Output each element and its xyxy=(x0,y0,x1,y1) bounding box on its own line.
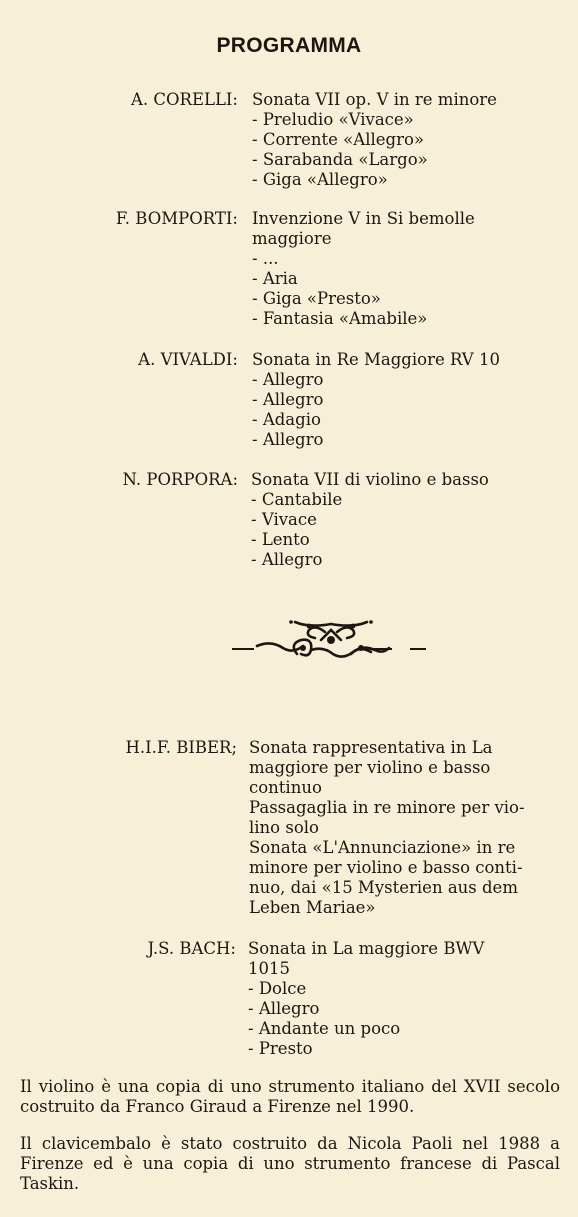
work-line: nuo, dai «15 Mysterien aus dem xyxy=(249,878,518,897)
work-list xyxy=(249,738,525,918)
work-line: - Lento xyxy=(251,530,310,549)
composer-name: N. PORPORA: xyxy=(122,470,238,489)
work-line: - Andante un poco xyxy=(248,1019,401,1038)
page-title: PROGRAMMA xyxy=(216,34,362,57)
work-line: - Cantabile xyxy=(251,490,343,509)
work-line: continuo xyxy=(249,778,322,797)
work-line: - Allegro xyxy=(252,430,324,449)
work-line: maggiore per violino e basso xyxy=(249,758,491,777)
work-line: - Allegro xyxy=(248,999,320,1018)
instrument-note-harpsichord: Il clavicembalo è stato costruito da Nicola Paoli nel 1988 a Firenze ed è una copia di uno strumento francese di Pascal Taskin. xyxy=(20,1134,560,1193)
work-line: - Preludio «Vivace» xyxy=(252,110,414,129)
work-line: Passagaglia in re minore per vio- xyxy=(249,798,525,817)
work-line: Sonata rappresentativa in La xyxy=(249,738,493,757)
work-line: - Allegro xyxy=(251,550,323,569)
work-line: lino solo xyxy=(249,818,319,837)
work-list xyxy=(252,90,497,190)
work-line: Sonata in Re Maggiore RV 10 xyxy=(252,350,500,369)
composer-name: H.I.F. BIBER; xyxy=(125,738,237,757)
work-line: - Giga «Allegro» xyxy=(252,170,388,189)
floral-flourish-icon xyxy=(225,610,435,668)
work-line: - Sarabanda «Largo» xyxy=(252,150,428,169)
work-list xyxy=(252,350,500,450)
work-line: - Allegro xyxy=(252,370,324,389)
instrument-note-violin: Il violino è una copia di uno strumento italiano del XVII secolo costruito da Franco Giraud a Firenze nel 1990. xyxy=(20,1077,560,1116)
work-list xyxy=(248,939,484,1059)
work-line: - Allegro xyxy=(252,390,324,409)
composer-name: J.S. BACH: xyxy=(147,939,236,958)
work-list xyxy=(251,470,489,570)
composer-name: A. CORELLI: xyxy=(130,90,238,109)
work-line: Sonata VII op. V in re minore xyxy=(252,90,497,109)
work-line: Leben Mariae» xyxy=(249,898,376,917)
work-line: minore per violino e basso conti- xyxy=(249,858,523,877)
work-list xyxy=(252,209,475,329)
work-line: - Dolce xyxy=(248,979,307,998)
work-line: Sonata «L'Annunciazione» in re xyxy=(249,838,516,857)
composer-name: F. BOMPORTI: xyxy=(115,209,238,228)
work-line: - Corrente «Allegro» xyxy=(252,130,424,149)
work-line: - ... xyxy=(252,249,279,268)
work-line: Sonata in La maggiore BWV xyxy=(248,939,485,958)
work-line: - Aria xyxy=(252,269,298,288)
work-line: 1015 xyxy=(248,959,290,978)
work-line: - Presto xyxy=(248,1039,313,1058)
work-line: - Fantasia «Amabile» xyxy=(252,309,428,328)
work-line: - Adagio xyxy=(252,410,321,429)
work-line: Sonata VII di violino e basso xyxy=(251,470,489,489)
work-line: - Giga «Presto» xyxy=(252,289,381,308)
composer-name: A. VIVALDI: xyxy=(138,350,238,369)
work-line: maggiore xyxy=(252,229,332,248)
work-line: Invenzione V in Si bemolle xyxy=(252,209,475,228)
work-line: - Vivace xyxy=(251,510,317,529)
